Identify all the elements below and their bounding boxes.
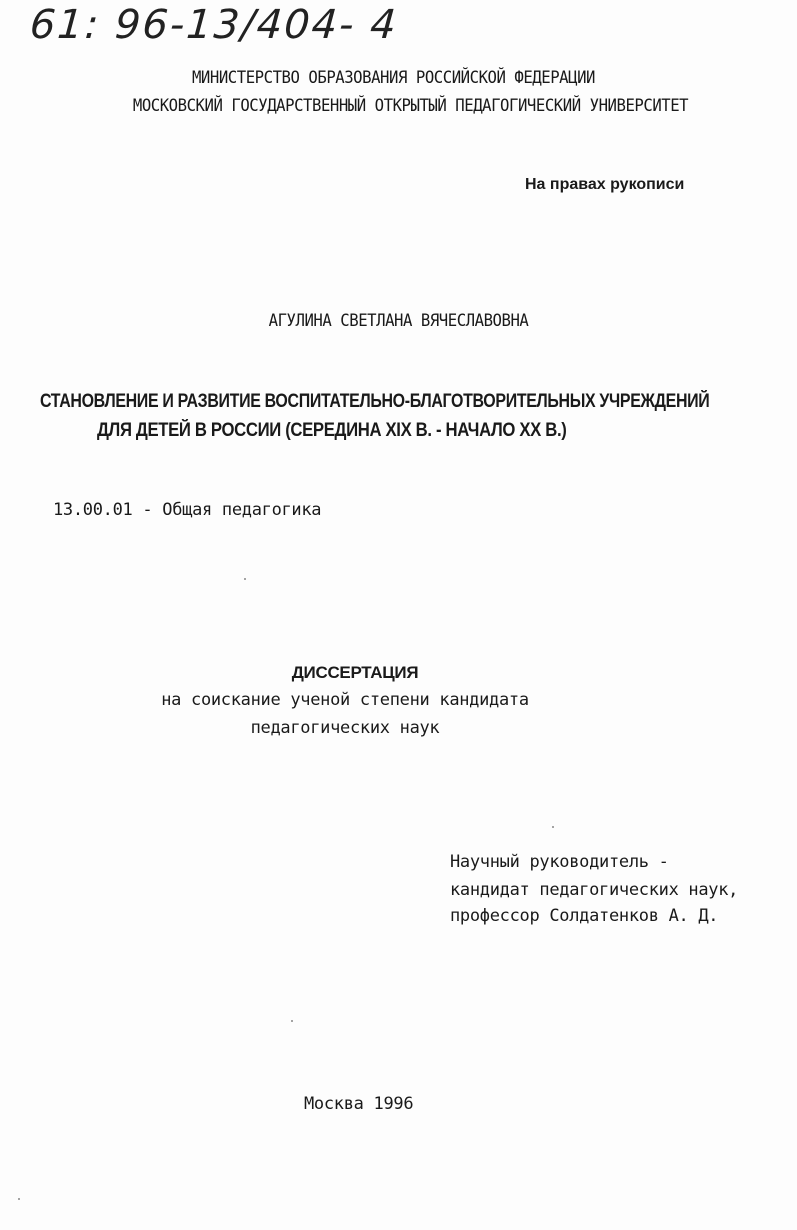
advisor-line-2: кандидат педагогических наук, bbox=[450, 880, 739, 900]
scan-speck bbox=[244, 578, 246, 580]
advisor-line-3: профессор Солдатенков А. Д. bbox=[450, 906, 719, 926]
scan-speck bbox=[18, 1198, 20, 1200]
degree-line-1: на соискание ученой степени кандидата bbox=[161, 690, 529, 710]
dissertation-title-line-1: СТАНОВЛЕНИЕ И РАЗВИТИЕ ВОСПИТАТЕЛЬНО-БЛАГОТВОРИТЕЛЬНЫХ УЧРЕЖДЕНИЙ bbox=[40, 391, 710, 412]
scan-speck bbox=[552, 826, 554, 828]
ministry-line-1: МИНИСТЕРСТВО ОБРАЗОВАНИЯ РОССИЙСКОЙ ФЕДЕРАЦИИ bbox=[191, 68, 596, 88]
advisor-line-1: Научный руководитель - bbox=[450, 852, 669, 872]
university-line: МОСКОВСКИЙ ГОСУДАРСТВЕННЫЙ ОТКРЫТЫЙ ПЕДАГОГИЧЕСКИЙ УНИВЕРСИТЕТ bbox=[132, 96, 689, 116]
degree-line-2: педагогических наук bbox=[250, 718, 440, 738]
scan-speck bbox=[291, 1020, 293, 1022]
document-type: ДИССЕРТАЦИЯ bbox=[291, 663, 419, 682]
dissertation-title-line-2: ДЛЯ ДЕТЕЙ В РОССИИ (СЕРЕДИНА XIX В. - НАЧАЛО XX В.) bbox=[97, 420, 567, 441]
specialty-code: 13.00.01 - Общая педагогика bbox=[53, 500, 322, 520]
rights-note: На правах рукописи bbox=[525, 176, 685, 193]
city-year: Москва 1996 bbox=[304, 1094, 414, 1114]
archive-code-handwritten: 61: 96-13/404- 4 bbox=[28, 2, 400, 48]
author-name: АГУЛИНА СВЕТЛАНА ВЯЧЕСЛАВОВНА bbox=[268, 311, 529, 331]
